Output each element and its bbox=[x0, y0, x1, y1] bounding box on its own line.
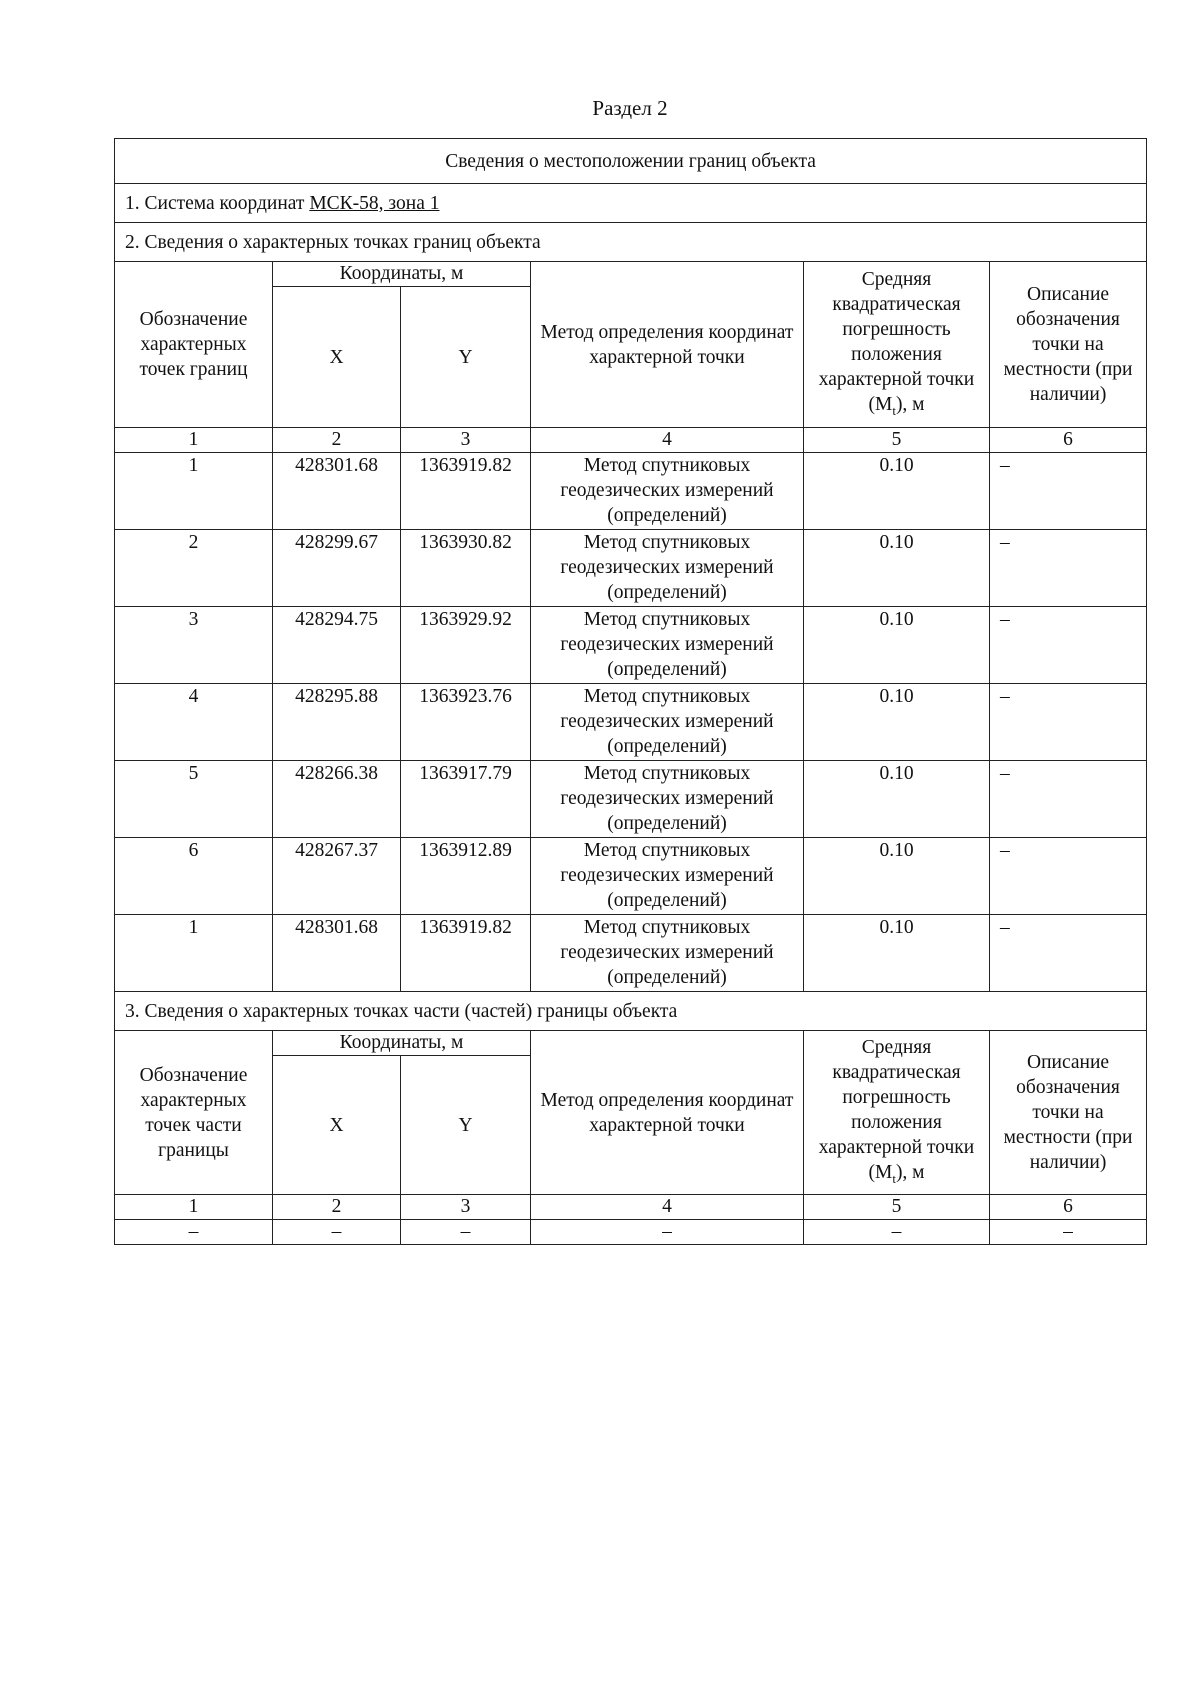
table-row: 3 428294.75 1363929.92 Метод спутниковых геодезических измерений (определений) 0.10 – bbox=[115, 607, 1147, 684]
header-part-point: Обозначение характерных точек части границы bbox=[115, 1031, 273, 1195]
header-coords: Координаты, м bbox=[273, 262, 531, 287]
table-row: 1 428301.68 1363919.82 Метод спутниковых геодезических измерений (определений) 0.10 – bbox=[115, 915, 1147, 992]
coord-system-value: МСК-58, зона 1 bbox=[309, 192, 440, 214]
table-row: 2 428299.67 1363930.82 Метод спутниковых геодезических измерений (определений) 0.10 – bbox=[115, 530, 1147, 607]
column-numbers-row: 1 2 3 4 5 6 bbox=[115, 428, 1147, 453]
empty-row: – – – – – – bbox=[115, 1220, 1147, 1245]
coord-system-row bbox=[115, 184, 1147, 223]
header-y: Y bbox=[401, 287, 531, 428]
header-x-part: X bbox=[273, 1056, 401, 1195]
part2-heading: 2. Сведения о характерных точках границ объекта bbox=[115, 223, 1147, 262]
part3-heading: 3. Сведения о характерных точках части (частей) границы объекта bbox=[115, 992, 1147, 1031]
column-numbers-row-part: 1 2 3 4 5 6 bbox=[115, 1195, 1147, 1220]
section-title: Раздел 2 bbox=[592, 96, 668, 120]
header-desc: Описание обозначения точки на местности (при наличии) bbox=[990, 262, 1147, 428]
table-row: 4 428295.88 1363923.76 Метод спутниковых геодезических измерений (определений) 0.10 – bbox=[115, 684, 1147, 761]
table-row: 1 428301.68 1363919.82 Метод спутниковых геодезических измерений (определений) 0.10 – bbox=[115, 453, 1147, 530]
table-row: 5 428266.38 1363917.79 Метод спутниковых геодезических измерений (определений) 0.10 – bbox=[115, 761, 1147, 838]
header-method: Метод определения координат характерной точки bbox=[531, 262, 804, 428]
table-title: Сведения о местоположении границ объекта bbox=[115, 139, 1147, 184]
header-coords-part: Координаты, м bbox=[273, 1031, 531, 1056]
header-point: Обозначение характерных точек границ bbox=[115, 262, 273, 428]
header-error-part: Средняя квадратическая погрешность положения характерной точки $(M_t)$, м bbox=[804, 1031, 990, 1195]
coord-system-label: 1. Система координат bbox=[125, 192, 310, 214]
header-desc-part: Описание обозначения точки на местности (при наличии) bbox=[990, 1031, 1147, 1195]
header-error: Средняя квадратическая погрешность положения характерной точки $(M_t)$, м bbox=[804, 262, 990, 428]
header-method-part: Метод определения координат характерной точки bbox=[531, 1031, 804, 1195]
boundary-table bbox=[114, 138, 1147, 1245]
header-y-part: Y bbox=[401, 1056, 531, 1195]
table-row: 6 428267.37 1363912.89 Метод спутниковых геодезических измерений (определений) 0.10 – bbox=[115, 838, 1147, 915]
header-x: X bbox=[273, 287, 401, 428]
